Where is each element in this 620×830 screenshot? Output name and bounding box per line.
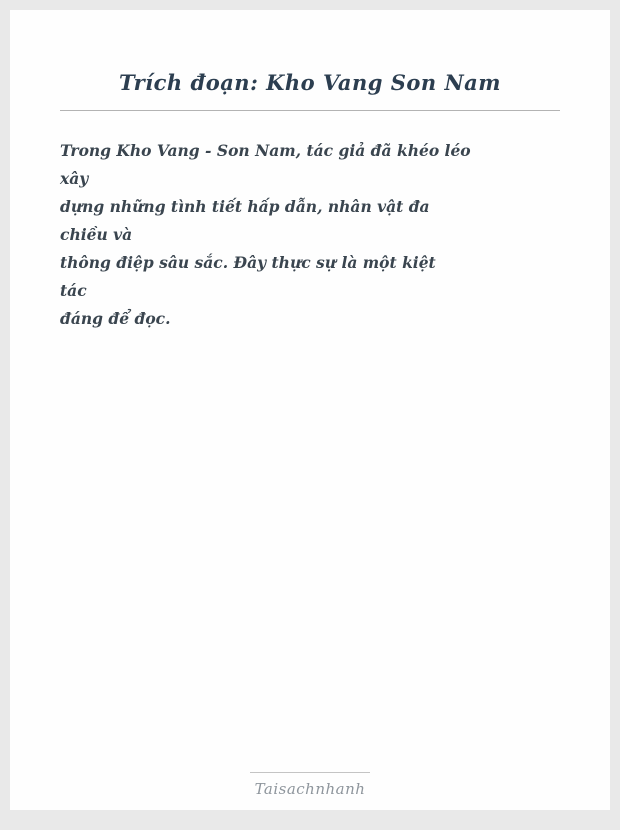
page-footer — [10, 772, 610, 798]
page-title: Trích đoạn: Kho Vang Son Nam — [119, 70, 501, 95]
page-background — [0, 10, 620, 830]
excerpt-line: tác — [60, 281, 87, 300]
excerpt-line: đáng để đọc. — [60, 309, 171, 328]
excerpt-line: xây — [60, 169, 89, 188]
title-divider — [60, 110, 560, 111]
document-page — [10, 10, 610, 810]
excerpt-paragraph — [60, 137, 560, 333]
excerpt-line: thông điệp sâu sắc. Đây thực sự là một kiệt — [60, 253, 436, 272]
excerpt-line: chiều và — [60, 225, 133, 244]
excerpt-line: Trong Kho Vang - Son Nam, tác giả đã khéo léo — [60, 141, 471, 160]
footer-divider — [250, 772, 370, 773]
footer-brand: Taisachnhanh — [254, 780, 366, 798]
excerpt-line: dựng những tình tiết hấp dẫn, nhân vật đa — [60, 197, 430, 216]
